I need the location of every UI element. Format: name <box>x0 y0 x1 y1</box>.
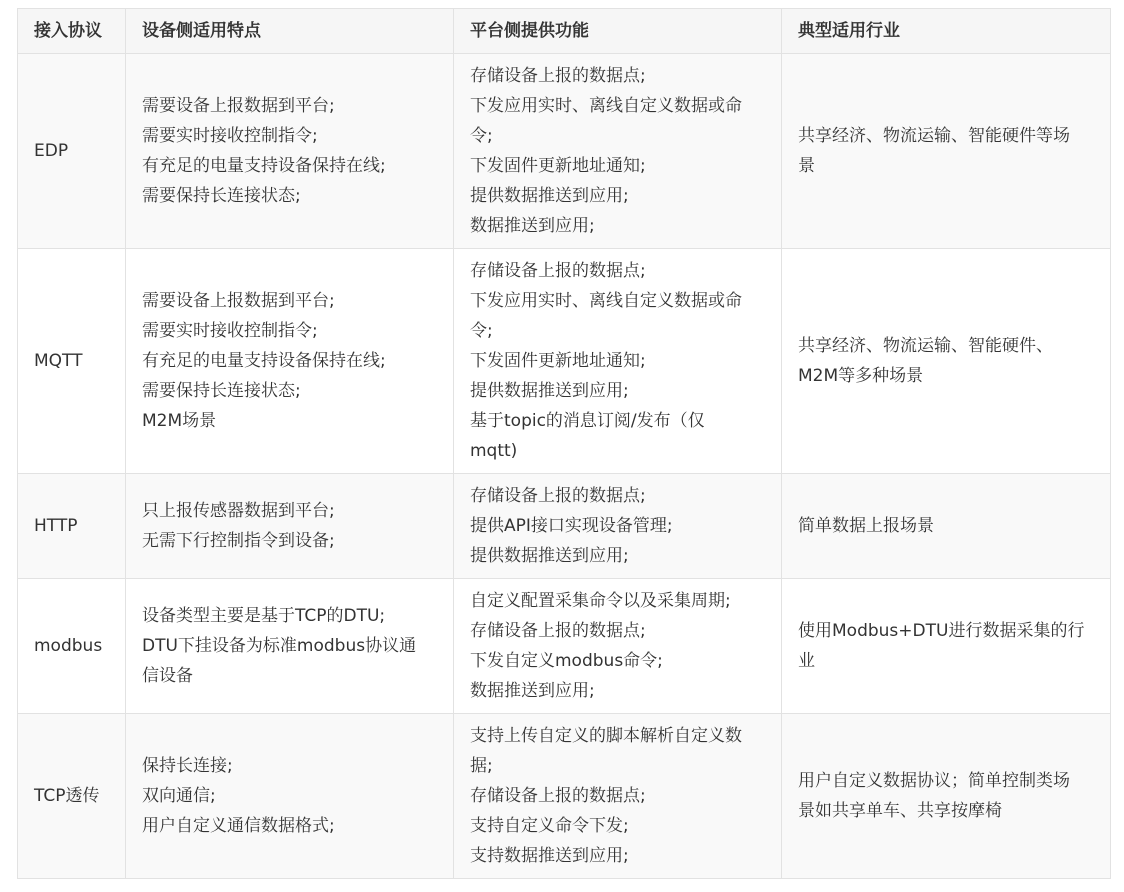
platform-line: mqtt) <box>470 441 518 461</box>
platform-line: 支持上传自定义的脚本解析自定义数 <box>470 726 742 746</box>
industry-line: 使用Modbus+DTU进行数据采集的行 <box>798 621 1085 641</box>
industry-lines <box>798 114 1094 188</box>
industry-line: 景 <box>798 156 815 176</box>
industry-line: 简单数据上报场景 <box>798 516 934 536</box>
industry-line: 景如共享单车、共享按摩椅 <box>798 801 1002 821</box>
platform-line: 下发固件更新地址通知; <box>470 351 646 371</box>
protocol-cell: EDP <box>18 54 126 249</box>
platform-cell <box>454 579 782 714</box>
platform-lines <box>470 474 765 578</box>
device-line: 有充足的电量支持设备保持在线; <box>142 156 386 176</box>
device-line: 保持长连接; <box>142 756 233 776</box>
platform-line: 下发应用实时、离线自定义数据或命 <box>470 96 742 116</box>
device-cell <box>126 714 454 879</box>
platform-line: 存储设备上报的数据点; <box>470 261 646 281</box>
industry-line: 共享经济、物流运输、智能硬件、 <box>798 336 1053 356</box>
device-lines <box>142 84 437 218</box>
protocol-table-container <box>17 8 1110 879</box>
industry-cell <box>782 249 1111 474</box>
platform-lines <box>470 54 765 248</box>
device-line: 只上报传感器数据到平台; <box>142 501 335 521</box>
device-cell <box>126 54 454 249</box>
protocol-cell: TCP透传 <box>18 714 126 879</box>
protocol-cell: MQTT <box>18 249 126 474</box>
platform-cell <box>454 714 782 879</box>
platform-line: 数据推送到应用; <box>470 216 595 236</box>
platform-cell <box>454 249 782 474</box>
industry-lines <box>798 324 1094 398</box>
device-line: 无需下行控制指令到设备; <box>142 531 335 551</box>
device-line: 有充足的电量支持设备保持在线; <box>142 351 386 371</box>
device-lines <box>142 279 437 443</box>
table-row <box>18 474 1111 579</box>
platform-line: 提供数据推送到应用; <box>470 186 629 206</box>
device-line: DTU下挂设备为标准modbus协议通 <box>142 636 417 656</box>
platform-line: 提供API接口实现设备管理; <box>470 516 673 536</box>
protocol-cell: modbus <box>18 579 126 714</box>
platform-line: 据; <box>470 756 493 776</box>
platform-lines <box>470 249 765 473</box>
platform-line: 存储设备上报的数据点; <box>470 66 646 86</box>
header-protocol: 接入协议 <box>18 9 126 54</box>
device-cell <box>126 474 454 579</box>
table-row <box>18 249 1111 474</box>
header-device-features: 设备侧适用特点 <box>126 9 454 54</box>
industry-lines <box>798 609 1094 683</box>
table-body <box>18 54 1111 879</box>
platform-line: 下发自定义modbus命令; <box>470 651 663 671</box>
platform-line: 存储设备上报的数据点; <box>470 621 646 641</box>
header-row <box>18 9 1111 54</box>
device-line: M2M场景 <box>142 411 217 431</box>
industry-lines <box>798 759 1094 833</box>
device-line: 用户自定义通信数据格式; <box>142 816 335 836</box>
table-row <box>18 714 1111 879</box>
device-line: 需要设备上报数据到平台; <box>142 96 335 116</box>
platform-line: 下发应用实时、离线自定义数据或命 <box>470 291 742 311</box>
protocol-comparison-table <box>17 8 1111 879</box>
device-line: 需要保持长连接状态; <box>142 381 301 401</box>
industry-cell <box>782 714 1111 879</box>
device-cell <box>126 579 454 714</box>
device-line: 双向通信; <box>142 786 216 806</box>
platform-line: 令; <box>470 321 493 341</box>
device-lines <box>142 489 437 563</box>
device-line: 需要实时接收控制指令; <box>142 126 318 146</box>
header-industries: 典型适用行业 <box>782 9 1111 54</box>
platform-line: 存储设备上报的数据点; <box>470 786 646 806</box>
industry-cell <box>782 579 1111 714</box>
platform-line: 提供数据推送到应用; <box>470 381 629 401</box>
device-lines <box>142 594 437 698</box>
industry-lines <box>798 504 1094 548</box>
industry-line: M2M等多种场景 <box>798 366 924 386</box>
device-lines <box>142 744 437 848</box>
industry-line: 用户自定义数据协议；简单控制类场 <box>798 771 1070 791</box>
device-line: 设备类型主要是基于TCP的DTU; <box>142 606 386 626</box>
device-line: 需要实时接收控制指令; <box>142 321 318 341</box>
table-row <box>18 579 1111 714</box>
device-cell <box>126 249 454 474</box>
platform-lines <box>470 579 765 713</box>
header-platform-functions: 平台侧提供功能 <box>454 9 782 54</box>
industry-cell <box>782 54 1111 249</box>
platform-line: 存储设备上报的数据点; <box>470 486 646 506</box>
table-row <box>18 54 1111 249</box>
platform-line: 令; <box>470 126 493 146</box>
table-header <box>18 9 1111 54</box>
platform-lines <box>470 714 765 878</box>
device-line: 需要设备上报数据到平台; <box>142 291 335 311</box>
platform-line: 下发固件更新地址通知; <box>470 156 646 176</box>
platform-cell <box>454 474 782 579</box>
platform-line: 自定义配置采集命令以及采集周期; <box>470 591 731 611</box>
device-line: 需要保持长连接状态; <box>142 186 301 206</box>
platform-line: 数据推送到应用; <box>470 681 595 701</box>
platform-cell <box>454 54 782 249</box>
device-line: 信设备 <box>142 666 193 686</box>
protocol-cell: HTTP <box>18 474 126 579</box>
industry-line: 业 <box>798 651 815 671</box>
platform-line: 支持自定义命令下发; <box>470 816 629 836</box>
platform-line: 提供数据推送到应用; <box>470 546 629 566</box>
industry-cell <box>782 474 1111 579</box>
platform-line: 基于topic的消息订阅/发布（仅 <box>470 411 705 431</box>
platform-line: 支持数据推送到应用; <box>470 846 629 866</box>
industry-line: 共享经济、物流运输、智能硬件等场 <box>798 126 1070 146</box>
